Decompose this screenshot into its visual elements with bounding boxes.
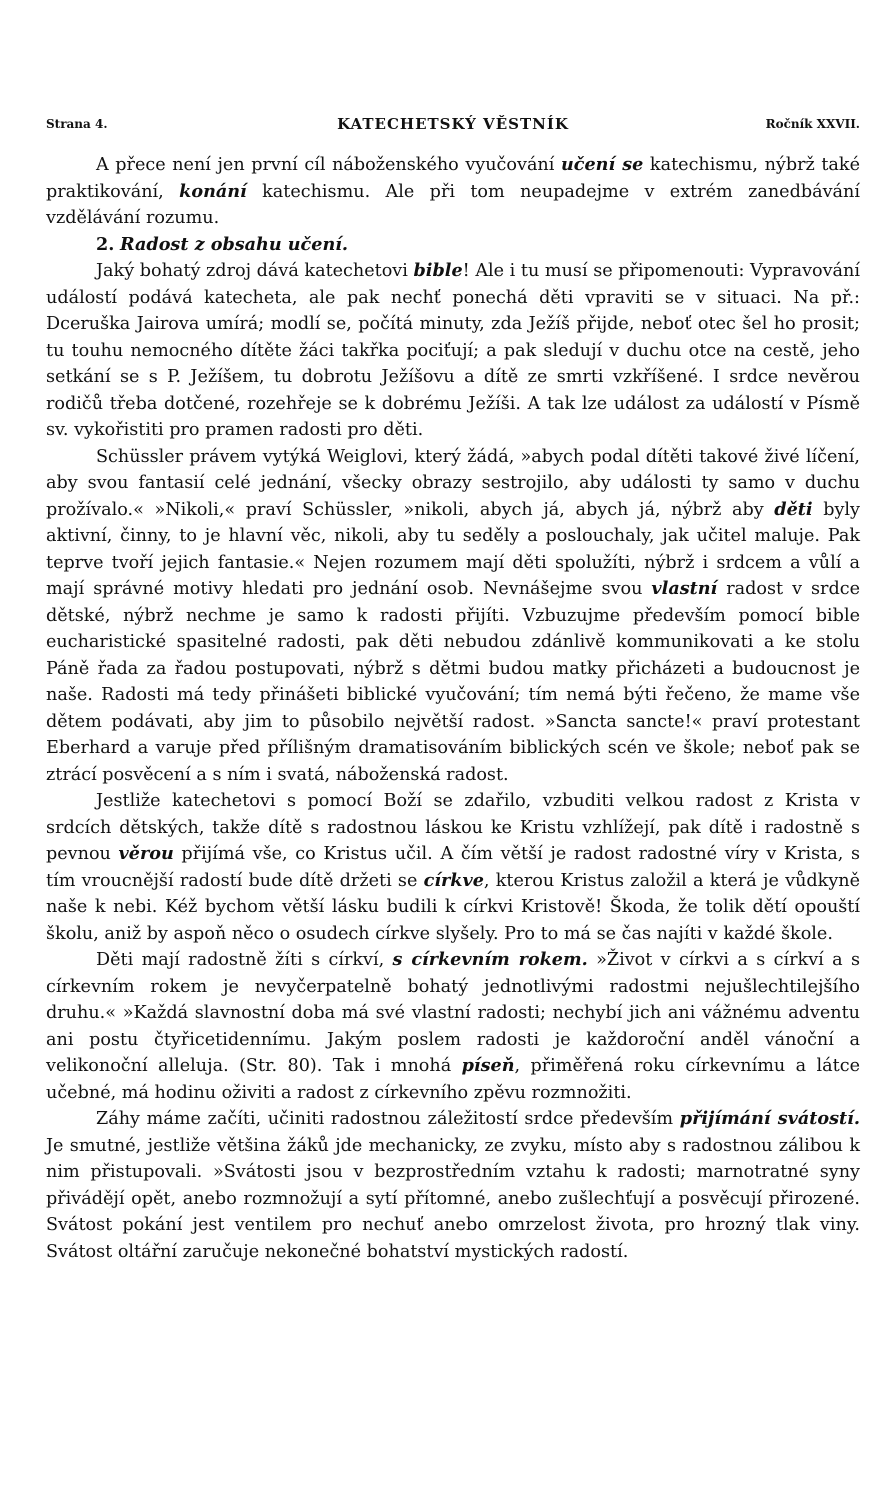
text-run: , kterou Kristus založil a která je vůdkyně naše k nebi. Kéž bychom větší lásku budili k církvi Kristově! Škoda, že tolik dětí opouští školu, aniž by aspoň něco o osudech církve slyšely. Pro to má se čas najíti v každé škole. — [46, 870, 861, 944]
section-number: 2. — [96, 233, 115, 255]
paragraph-3 — [46, 444, 860, 789]
text-run: A přece není jen první cíl náboženského vyučování — [96, 155, 561, 175]
section-heading — [46, 232, 860, 259]
emphasis: věrou — [118, 843, 174, 864]
text-run: , přiměřená roku církevnímu a látce učebné, má hodinu oživiti a radost z církevního zpěvu rozmnožiti. — [46, 1056, 860, 1103]
text-run: Je smutné, jestliže většina žáků jde mechanicky, ze zvyku, místo aby s radostnou zálibou k nim přistupovali. »Svátosti jsou v bezprostředním vztahu k radosti; marnotratné syny přivádějí opět, anebo rozmnožují a sytí přítomné, anebo zušlechťují a posvěcují přirozené. Svátost pokání jest ventilem pro nechuť anebo omrzelost života, pro hrozný tlak viny. Svátost oltářní zaručuje nekonečné bohatství mystických radostí. — [46, 1135, 860, 1262]
emphasis: přijímání svátostí. — [679, 1108, 860, 1129]
text-run: přijímá vše, co Kristus učil. A čím větší je radost radostné víry v Krista, s tím vroucnější radostí bude dítě držeti se — [46, 844, 860, 891]
emphasis: učení se — [560, 154, 644, 175]
page-number: Strana 4. — [46, 117, 108, 131]
text-run: Jestliže katechetovi s pomocí Boží se zdařilo, vzbuditi velkou radost z Krista v srdcích dětských, takže dítě s radostnou láskou ke Kristu vzhlížejí, pak dítě i radostně s pevnou — [46, 791, 860, 864]
text-run: Schüssler právem vytýká Weiglovi, který žádá, »abych podal dítěti takové živé líčení, aby svou fantasií celé jednání, všecky obrazy sestrojilo, aby události ty samo v duchu prožívalo.« »Nikoli,« praví Schüssler, »nikoli, abych já, abych já, nýbrž aby — [46, 446, 860, 520]
paragraph-2 — [46, 258, 860, 444]
text-run: katechismu. Ale při tom neupadejme v extrém zanedbávání vzdělávání rozumu. — [46, 181, 860, 228]
text-run: Jaký bohatý zdroj dává katechetovi — [96, 261, 414, 281]
running-header — [46, 113, 860, 135]
emphasis: děti — [774, 498, 813, 520]
text-run: radost v srdce dětské, nýbrž nechme je samo k radosti přijíti. Vzbuzujme především pomocí bible eucharistické spasitelné radosti, pak děti nebudou zdánlivě kommunikovati a ke stolu Páně řada za řadou postupovati, nýbrž s dětmi budou matky přicházeti a budoucnost je naše. Radosti má tedy přinášeti biblické vyučování; tím nemá býti řečeno, že mame vše dětem podávati, aby jim to působilo největší radost. »Sancta sancte!« praví protestant Eberhard a varuje před přílišným dramatisováním biblických scén ve škole; neboť pak se ztrácí posvěcení a s ním i svatá, náboženská radost. — [46, 579, 860, 785]
emphasis: církve — [423, 869, 484, 891]
text-run: byly aktivní, činny, to je hlavní věc, nikoli, aby tu seděly a poslouchaly, jak učitel maluje. Pak teprve tvoří jejich fantasie.« Nejen rozumem mají děti spolužíti, nýbrž i srdcem a vůlí a mají správné motivy hledati pro jednání osob. Nevnášejme svou — [46, 499, 860, 599]
text-run: katechismu, nýbrž také praktikování, — [46, 155, 860, 202]
paragraph-4 — [46, 788, 860, 947]
paragraph-6 — [46, 1106, 860, 1265]
emphasis: vlastní — [651, 578, 718, 599]
emphasis: s církevním rokem. — [392, 949, 588, 970]
paragraph-5 — [46, 947, 860, 1106]
text-run: ! Ale i tu musí se připomenouti: Vypravování událostí podává katecheta, ale pak nechť ponechá děti vpraviti se v situaci. Na př.: Dceruška Jairova umírá; modlí se, počítá minuty, zda Ježíš přijde, neboť otec šel ho prosit; tu touhu nemocného dítěte žáci takřka pociťují; a pak sledují v duchu otce na cestě, jeho setkání se s P. Ježíšem, tu dobrotu Ježíšovu a dítě ze smrti vzkříšené. I srdce nevěrou rodičů třeba dotčené, rozehřeje se k dobrému Ježíši. A tak lze událost za událostí v Písmě sv. vykořistiti pro pramen radosti pro děti. — [46, 261, 860, 440]
emphasis: píseň — [461, 1055, 515, 1076]
journal-title: KATECHETSKÝ VĚSTNÍK — [337, 115, 569, 133]
article-body — [46, 152, 860, 1265]
text-run: Záhy máme začíti, učiniti radostnou záležitostí srdce především — [96, 1109, 680, 1129]
emphasis: konání — [179, 180, 247, 202]
emphasis: bible — [413, 260, 463, 281]
text-run: Děti mají radostně žíti s církví, — [96, 950, 393, 970]
volume-number: Ročník XXVII. — [765, 117, 860, 131]
section-title: Radost z obsahu učení. — [119, 233, 349, 255]
paragraph-1 — [46, 152, 860, 232]
text-run: »Život v církvi a s církví a s církevním rokem je nevyčerpatelně bohatý jednotlivými radostmi nejušlechtilejšího druhu.« »Každá slavnostní doba má své vlastní radosti; nechybí jich ani vážnému adventu ani postu čtyřicetidennímu. Jakým poslem radosti je každoroční anděl vánoční a velikonoční alleluja. (Str. 80). Tak i mnohá — [46, 950, 860, 1076]
